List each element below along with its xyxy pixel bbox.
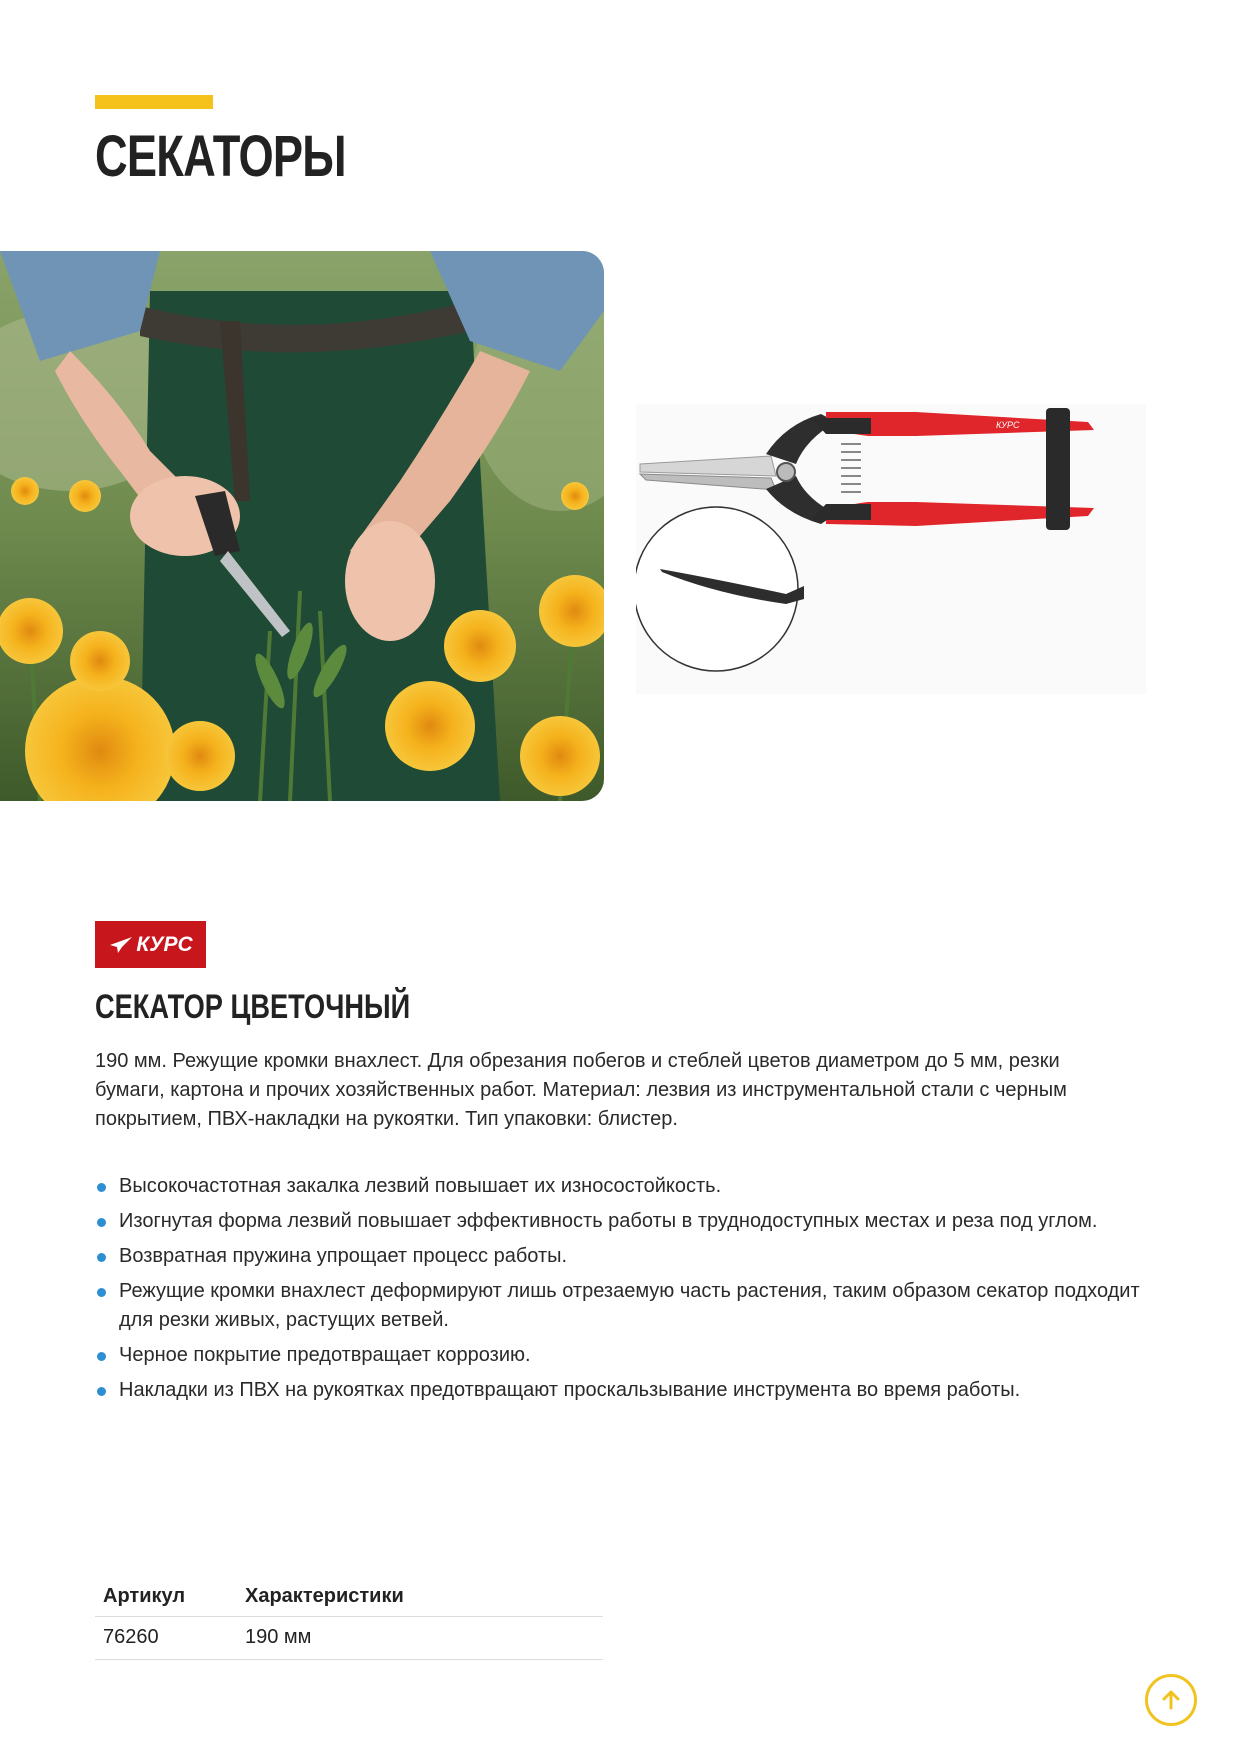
page-title: СЕКАТОРЫ [95,124,346,189]
hero-photo [0,251,604,801]
feature-item: Изогнутая форма лезвий повышает эффективность работы в труднодоступных местах и реза под углом. [95,1207,1155,1236]
column-header-characteristics: Характеристики [237,1575,603,1617]
table-row [95,1617,603,1660]
table-header-row [95,1575,603,1617]
feature-list [95,1172,1155,1411]
column-header-article: Артикул [95,1575,237,1617]
product-description: 190 мм. Режущие кромки внахлест. Для обрезания побегов и стеблей цветов диаметром до 5 мм, резки бумаги, картона и прочих хозяйственных работ. Материал: лезвия из инструментальной стали с черным покрытием, ПВХ-накладки на рукоятки. Тип упаковки: блистер. [95,1050,1067,1130]
cell-article: 76260 [95,1617,237,1660]
brand-arrow-icon [108,935,134,955]
feature-item: Накладки из ПВХ на рукоятках предотвращают проскальзывание инструмента во время работы. [95,1376,1155,1405]
cell-characteristics: 190 мм [237,1617,603,1660]
arrow-up-icon [1158,1687,1184,1713]
product-image [636,404,1146,694]
product-title: СЕКАТОР ЦВЕТОЧНЫЙ [95,988,411,1026]
feature-item: Возвратная пружина упрощает процесс работы. [95,1242,1155,1271]
feature-item: Высокочастотная закалка лезвий повышает их износостойкость. [95,1172,1155,1201]
brand-logo [95,921,206,968]
spec-table [95,1575,603,1660]
brand-name: КУРС [136,932,193,956]
svg-text:КУРС: КУРС [996,420,1020,430]
feature-item: Черное покрытие предотвращает коррозию. [95,1341,1155,1370]
title-accent-bar [95,95,213,109]
scroll-to-top-button[interactable] [1145,1674,1197,1726]
feature-item: Режущие кромки внахлест деформируют лишь отрезаемую часть растения, таким образом секатор подходит для резки живых, растущих ветвей. [95,1277,1155,1335]
